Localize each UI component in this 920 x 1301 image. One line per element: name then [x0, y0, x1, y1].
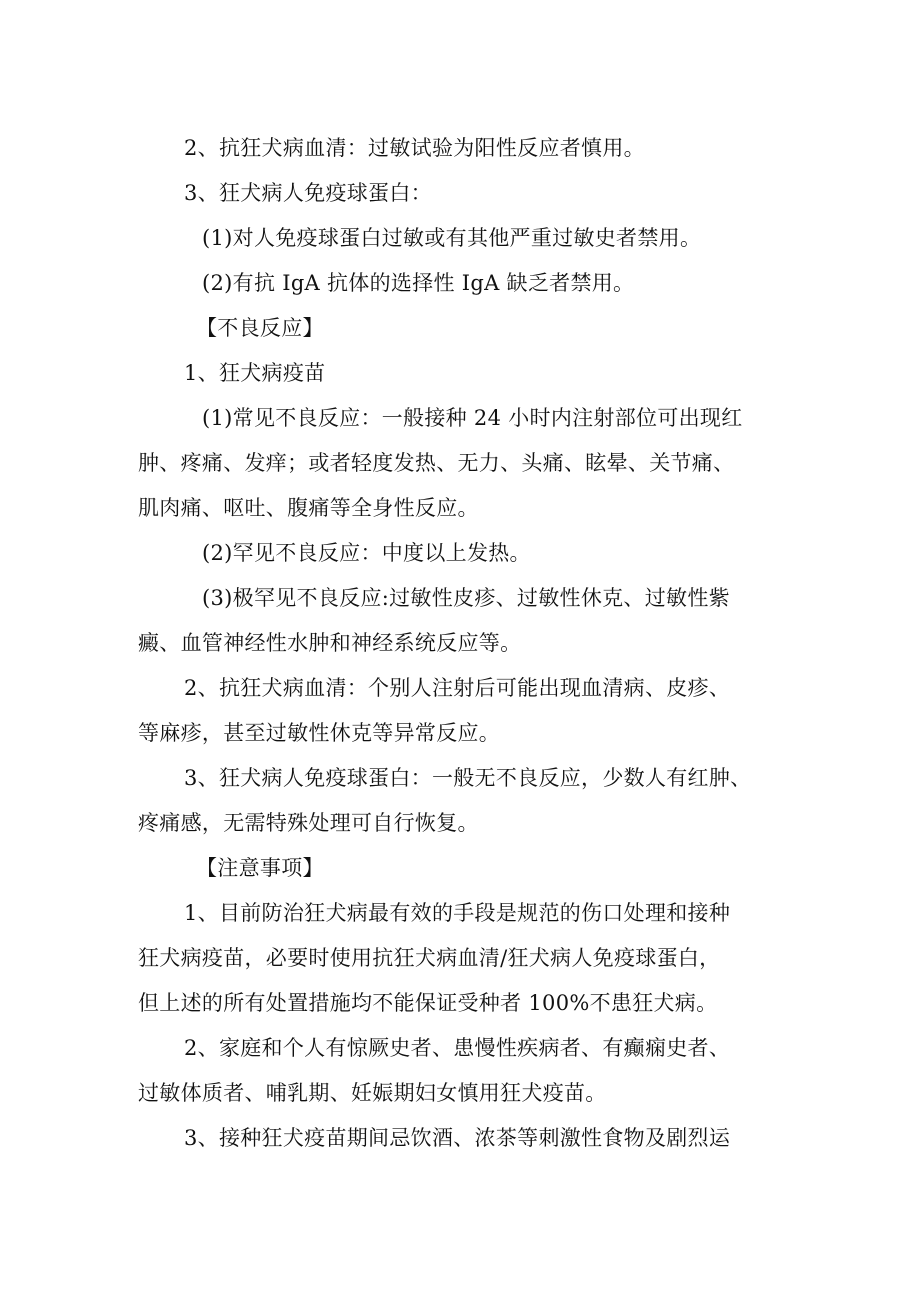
adverse-vaccine-very-rare-line-2: 癜、血管神经性水肿和神经系统反应等。 [138, 631, 522, 655]
precaution-1-line-1: 1、目前防治狂犬病最有效的手段是规范的伤口处理和接种 [184, 901, 731, 925]
precaution-1-line-3: 但上述的所有处置措施均不能保证受种者 100%不患狂犬病。 [138, 991, 718, 1015]
precaution-2-line-2: 过敏体质者、哺乳期、妊娠期妇女慎用狂犬疫苗。 [138, 1081, 607, 1105]
precaution-2-line-1: 2、家庭和个人有惊厥史者、患慢性疾病者、有癫痫史者、 [184, 1036, 731, 1060]
contraindication-serum-line: 2、抗狂犬病血清：过敏试验为阳性反应者慎用。 [184, 136, 645, 160]
section-heading-adverse-reactions: 【不良反应】 [196, 316, 324, 340]
contraindication-immunoglobulin-item-1: (1)对人免疫球蛋白过敏或有其他严重过敏史者禁用。 [202, 226, 702, 250]
adverse-serum-line-2: 等麻疹，甚至过敏性休克等异常反应。 [138, 721, 501, 745]
document-body [138, 126, 798, 1161]
adverse-serum-line-1: 2、抗狂犬病血清：个别人注射后可能出现血清病、皮疹、 [184, 676, 731, 700]
adverse-vaccine-common-line-3: 肌肉痛、呕吐、腹痛等全身性反应。 [138, 496, 479, 520]
adverse-immunoglobulin-line-2: 疼痛感，无需特殊处理可自行恢复。 [138, 811, 479, 835]
precaution-1-line-2: 狂犬病疫苗，必要时使用抗狂犬病血清/狂犬病人免疫球蛋白， [138, 946, 721, 970]
adverse-immunoglobulin-line-1: 3、狂犬病人免疫球蛋白：一般无不良反应，少数人有红肿、 [184, 766, 752, 790]
adverse-vaccine-rare-line: (2)罕见不良反应：中度以上发热。 [202, 541, 531, 565]
precaution-3-line-1: 3、接种狂犬疫苗期间忌饮酒、浓茶等刺激性食物及剧烈运 [184, 1126, 731, 1150]
contraindication-immunoglobulin-heading: 3、狂犬病人免疫球蛋白： [184, 181, 432, 205]
adverse-vaccine-common-line-2: 肿、疼痛、发痒；或者轻度发热、无力、头痛、眩晕、关节痛、 [138, 451, 735, 475]
section-heading-precautions: 【注意事项】 [196, 856, 324, 880]
contraindication-immunoglobulin-item-2: (2)有抗 IgA 抗体的选择性 IgA 缺乏者禁用。 [202, 271, 635, 295]
adverse-vaccine-heading: 1、狂犬病疫苗 [184, 361, 326, 385]
adverse-vaccine-very-rare-line-1: (3)极罕见不良反应:过敏性皮疹、过敏性休克、过敏性紫 [202, 586, 730, 610]
adverse-vaccine-common-line-1: (1)常见不良反应：一般接种 24 小时内注射部位可出现红 [202, 406, 743, 430]
